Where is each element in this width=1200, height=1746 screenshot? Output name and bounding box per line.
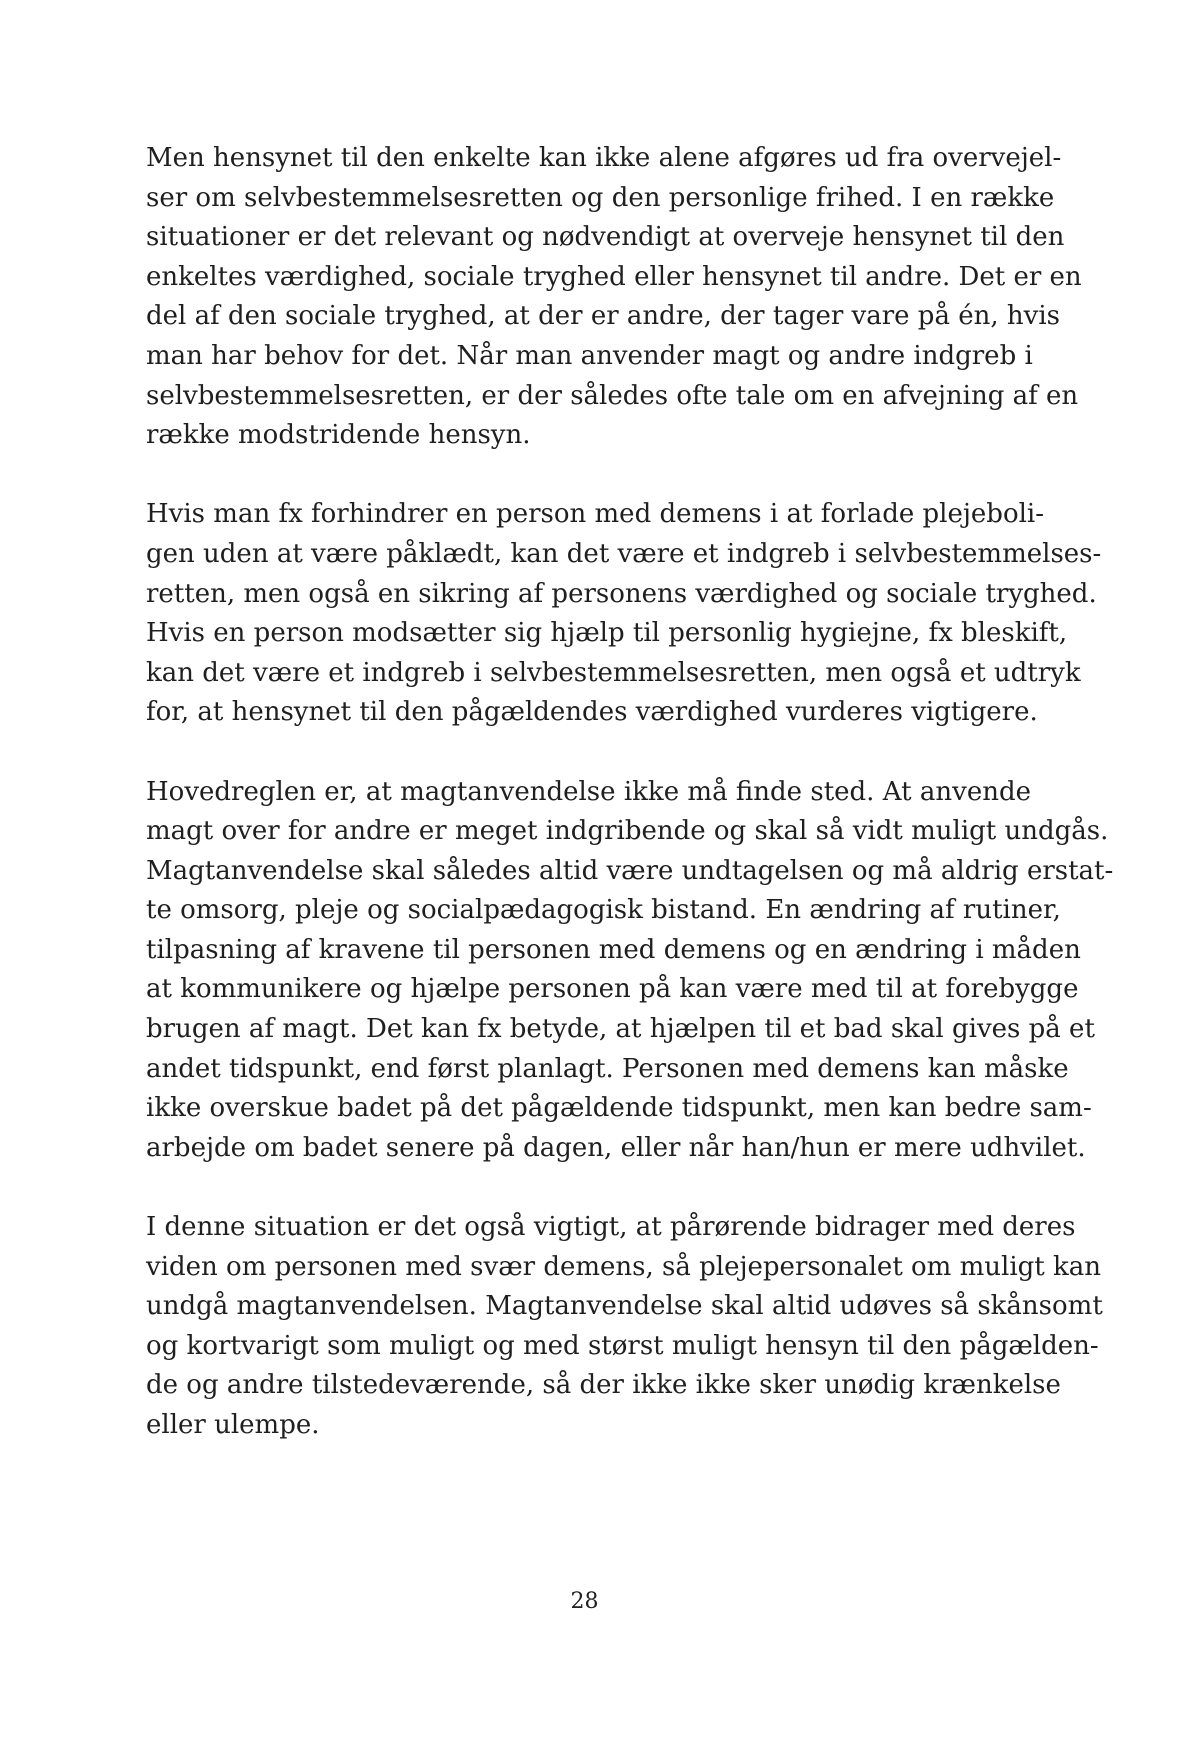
text-line: gen uden at være påklædt, kan det være et indgreb i selvbestemmelses-	[146, 538, 1102, 569]
text-line: arbejde om badet senere på dagen, eller når han/hun er mere udhvilet.	[146, 1132, 1086, 1163]
text-line: eller ulempe.	[146, 1410, 320, 1440]
text-line: enkeltes værdighed, sociale tryghed eller hensynet til andre. Det er en	[146, 261, 1082, 292]
text-line: viden om personen med svær demens, så plejepersonalet om muligt kan	[146, 1251, 1101, 1282]
text-line: Hovedreglen er, at magtanvendelse ikke må finde sted. At anvende	[146, 776, 1031, 807]
text-line: selvbestemmelsesretten, er der således ofte tale om en afvejning af en	[146, 380, 1079, 411]
text-line: for, at hensynet til den pågældendes værdighed vurderes vigtigere.	[146, 697, 1038, 728]
text-line: te omsorg, pleje og socialpædagogisk bistand. En ændring af rutiner,	[146, 895, 1061, 926]
paragraph	[146, 1208, 1103, 1446]
text-line: tilpasning af kravene til personen med demens og en ændring i måden	[146, 934, 1081, 965]
text-line: kan det være et indgreb i selvbestemmelsesretten, men også et udtryk	[146, 657, 1081, 688]
text-line: retten, men også en sikring af personens værdighed og sociale tryghed.	[146, 578, 1097, 609]
text-line: og kortvarigt som muligt og med størst muligt hensyn til den pågælden-	[146, 1330, 1099, 1361]
text-line: ser om selvbestemmelsesretten og den personlige frihed. I en række	[146, 182, 1055, 213]
text-line: Magtanvendelse skal således altid være undtagelsen og må aldrig erstat-	[146, 855, 1114, 886]
text-line: Hvis en person modsætter sig hjælp til personlig hygiejne, fx bleskift,	[146, 618, 1068, 649]
text-line: andet tidspunkt, end først planlagt. Personen med demens kan måske	[146, 1053, 1069, 1084]
text-line: magt over for andre er meget indgribende og skal så vidt muligt undgås.	[146, 816, 1109, 847]
text-line: at kommunikere og hjælpe personen på kan være med til at forebygge	[146, 974, 1079, 1005]
text-line: brugen af magt. Det kan fx betyde, at hjælpen til et bad skal gives på et	[146, 1014, 1095, 1045]
paragraph	[146, 495, 1102, 733]
text-line: Hvis man fx forhindrer en person med demens i at forlade plejeboli-	[146, 499, 1045, 530]
text-line: situationer er det relevant og nødvendigt at overveje hensynet til den	[146, 222, 1065, 253]
paragraph	[146, 773, 1114, 1169]
text-line: I denne situation er det også vigtigt, at pårørende bidrager med deres	[146, 1212, 1076, 1243]
page-number: 28	[570, 1589, 599, 1614]
text-line: man har behov for det. Når man anvender magt og andre indgreb i	[146, 340, 1033, 371]
text-line: række modstridende hensyn.	[146, 420, 531, 451]
text-line: de og andre tilstedeværende, så der ikke ikke sker unødig krænkelse	[146, 1370, 1061, 1401]
text-line: Men hensynet til den enkelte kan ikke alene afgøres ud fra overvejel-	[146, 143, 1062, 173]
text-line: ikke overskue badet på det pågældende tidspunkt, men kan bedre sam-	[146, 1093, 1092, 1124]
text-line: del af den sociale tryghed, at der er andre, der tager vare på én, hvis	[146, 301, 1060, 332]
text-line: undgå magtanvendelsen. Magtanvendelse skal altid udøves så skånsomt	[146, 1291, 1103, 1322]
paragraph	[146, 139, 1082, 456]
body-text	[146, 139, 1114, 1485]
